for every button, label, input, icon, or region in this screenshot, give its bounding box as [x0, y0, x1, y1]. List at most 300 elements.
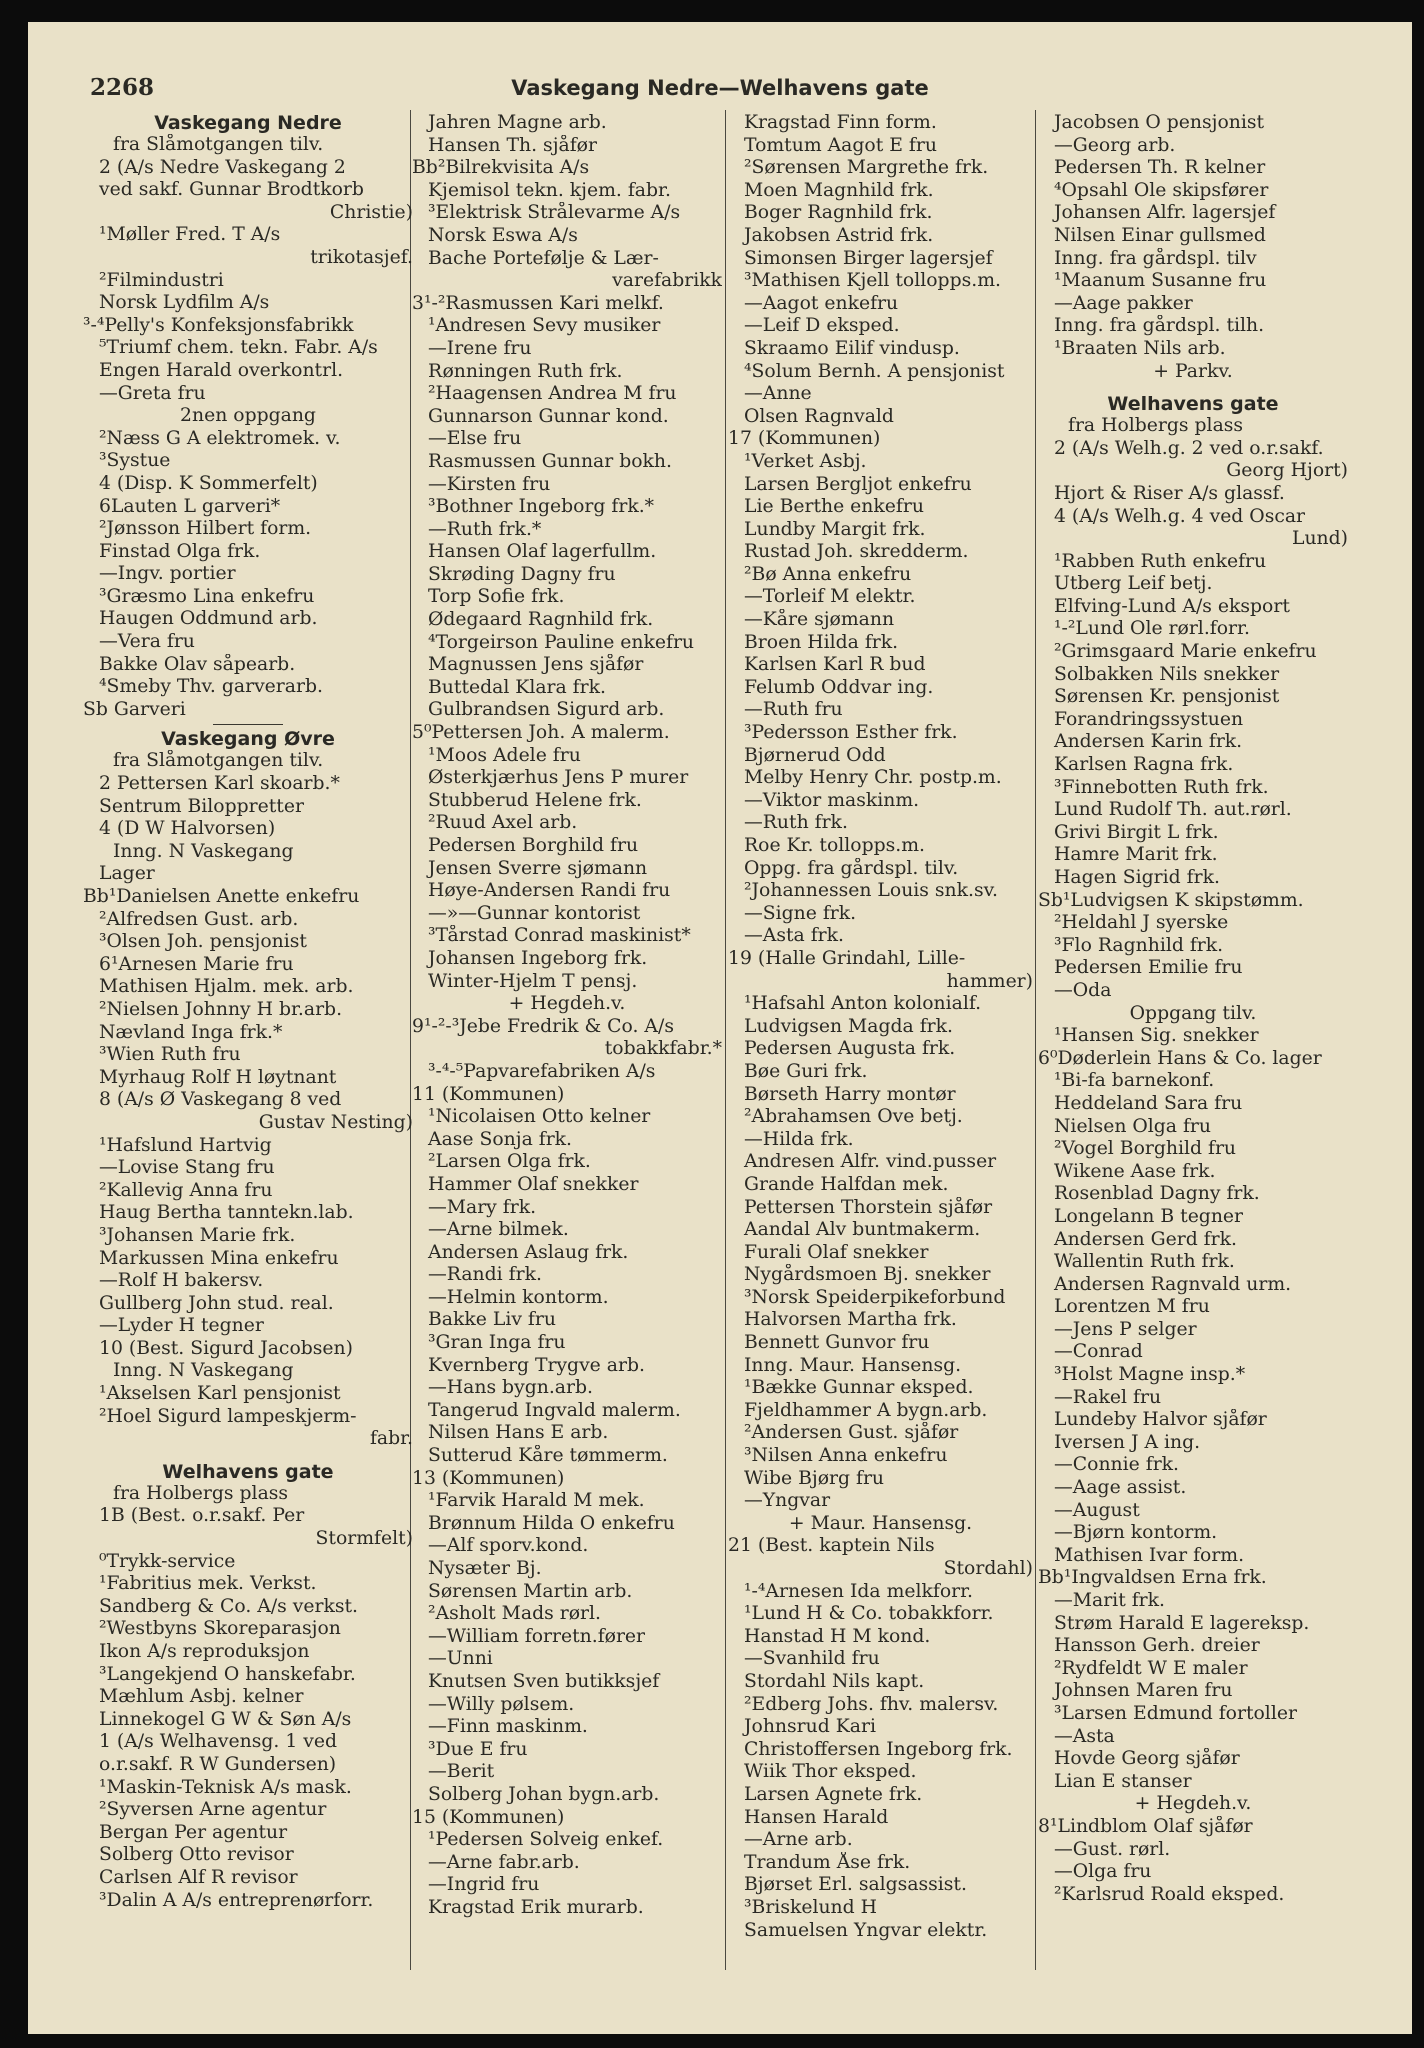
directory-entry: Johansen Alfr. lagersjef — [1054, 202, 1276, 224]
directory-entry: ¹-²Lund Ole rørl.forr. — [1054, 618, 1250, 640]
directory-entry: 5⁰Pettersen Joh. A malerm. — [412, 722, 670, 744]
directory-entry: Høye-Andersen Randi fru — [428, 880, 671, 902]
directory-entry: Kjemisol tekn. kjem. fabr. — [428, 179, 671, 201]
directory-entry: Hammer Olaf snekker — [428, 1173, 639, 1195]
directory-entry: Longelann B tegner — [1054, 1205, 1244, 1227]
directory-entry: —Mary frk. — [428, 1196, 537, 1218]
directory-entry: ³Johansen Marie frk. — [99, 1224, 296, 1246]
directory-entry: ²Syversen Arne agentur — [99, 1799, 327, 1821]
directory-entry: Wikene Aase frk. — [1054, 1160, 1216, 1182]
directory-entry: Elfving-Lund A/s eksport — [1054, 595, 1290, 617]
directory-entry: + Hegdeh.v. — [508, 993, 626, 1015]
directory-entry: Markussen Mina enkefru — [99, 1247, 339, 1269]
directory-entry: Tangerud Ingvald malerm. — [428, 1399, 681, 1421]
directory-entry: ¹Hansen Sig. snekker — [1054, 1025, 1259, 1047]
directory-entry: ¹Møller Fred. T A/s — [99, 224, 281, 246]
directory-entry: ²Ruud Axel arb. — [428, 812, 578, 834]
directory-entry: Melby Henry Chr. postp.m. — [744, 767, 1002, 789]
directory-entry: ²Filmindustri — [99, 269, 224, 291]
directory-entry: ¹Hafslund Hartvig — [99, 1134, 272, 1156]
street-heading: Welhavens gate — [1107, 393, 1279, 416]
directory-entry: 4 (A/s Welh.g. 4 ved Oscar — [1054, 505, 1306, 527]
directory-entry: Sørensen Martin arb. — [428, 1580, 633, 1602]
directory-entry: Rustad Joh. skredderm. — [744, 541, 969, 563]
directory-entry: fra Holbergs plass — [113, 1482, 289, 1504]
directory-entry: Andersen Gerd frk. — [1054, 1228, 1237, 1250]
directory-entry: ²Edberg Johs. fhv. malersv. — [744, 1693, 999, 1715]
directory-entry: Andersen Ragnvald urm. — [1054, 1273, 1292, 1295]
directory-entry: Østerkjærhus Jens P murer — [428, 767, 689, 789]
directory-entry: Wallentin Ruth frk. — [1054, 1251, 1235, 1273]
directory-entry: —Marit frk. — [1054, 1590, 1165, 1611]
directory-entry: Aase Sonja frk. — [428, 1128, 573, 1150]
directory-entry: ¹Pedersen Solveig enkef. — [428, 1829, 664, 1851]
directory-entry: ¹Akselsen Karl pensjonist — [99, 1383, 341, 1405]
directory-entry: Hanstad H M kond. — [744, 1625, 931, 1647]
street-heading: Vaskegang Øvre — [161, 728, 335, 751]
directory-entry: —Willy pølsem. — [428, 1693, 575, 1715]
directory-entry: Jahren Magne arb. — [428, 112, 607, 133]
directory-entry: Rosenblad Dagny frk. — [1054, 1183, 1260, 1205]
directory-entry: —Rakel fru — [1054, 1386, 1162, 1408]
directory-entry: ³Pedersson Esther frk. — [744, 722, 958, 744]
directory-entry: ³Briskelund H — [744, 1896, 878, 1918]
directory-entry: Oppg. fra gårdspl. tilv. — [744, 857, 959, 879]
directory-entry: Pedersen Emilie fru — [1054, 957, 1243, 979]
directory-entry: ³Langekjend O hanskefabr. — [99, 1663, 356, 1685]
directory-entry: Gullberg John stud. real. — [99, 1292, 334, 1314]
directory-entry: —Aage pakker — [1054, 292, 1193, 314]
directory-entry: —Svanhild fru — [744, 1648, 880, 1670]
street-heading: Vaskegang Nedre — [154, 112, 342, 134]
directory-entry: Christie) — [329, 201, 413, 223]
directory-entry: —Randi frk. — [428, 1264, 542, 1286]
spacer — [1038, 383, 1348, 393]
directory-entry: Hjort & Riser A/s glassf. — [1054, 482, 1285, 504]
directory-entry: Johnsrud Kari — [744, 1716, 876, 1738]
directory-entry: Winter-Hjelm T pensj. — [428, 970, 638, 992]
directory-entry: Johnsen Maren fru — [1054, 1680, 1233, 1702]
directory-entry: Karlsen Karl R bud — [744, 654, 926, 676]
directory-entry: —Leif D eksped. — [744, 315, 900, 337]
directory-entry: —Ingv. portier — [99, 563, 236, 585]
directory-entry: Magnussen Jens sjåfør — [428, 654, 644, 676]
directory-entry: Bjørset Erl. salgsassist. — [744, 1874, 967, 1896]
directory-entry: Nilsen Einar gullsmed — [1054, 224, 1266, 246]
directory-entry: Roe Kr. tollopps.m. — [744, 835, 926, 856]
directory-entry: Iversen J A ing. — [1054, 1431, 1201, 1453]
column-rule — [725, 110, 726, 1970]
directory-entry: —Yngvar — [744, 1490, 831, 1512]
directory-entry: ²Westbyns Skoreparasjon — [99, 1618, 341, 1640]
directory-entry: hammer) — [946, 970, 1033, 992]
directory-entry: Kvernberg Trygve arb. — [428, 1354, 645, 1376]
directory-entry: ³Bothner Ingeborg frk.* — [428, 496, 655, 518]
directory-entry: Mathisen Ivar form. — [1054, 1544, 1245, 1566]
directory-entry: Pedersen Borghild fru — [428, 835, 639, 856]
spacer — [83, 1451, 413, 1461]
directory-entry: 2 Pettersen Karl skoarb.* — [99, 773, 340, 795]
directory-entry: Wiik Thor eksped. — [744, 1761, 917, 1783]
section-divider — [213, 724, 283, 725]
directory-entry: 10 (Best. Sigurd Jacobsen) — [99, 1337, 353, 1359]
directory-entry: ³Larsen Edmund fortoller — [1054, 1702, 1297, 1724]
directory-entry: Pedersen Th. R kelner — [1054, 157, 1266, 179]
directory-entry: Bjørnerud Odd — [744, 744, 886, 766]
directory-entry: ¹Hafsahl Anton kolonialf. — [744, 993, 982, 1015]
directory-entry: —Unni — [428, 1648, 493, 1670]
directory-entry: —Georg arb. — [1054, 134, 1176, 156]
directory-entry: ²Nielsen Johnny H br.arb. — [99, 998, 343, 1020]
directory-entry: ³-⁴-⁵Papvarefabriken A/s — [428, 1060, 656, 1082]
directory-entry: Fjeldhammer A bygn.arb. — [744, 1399, 988, 1421]
directory-entry: 8 (A/s Ø Vaskegang 8 ved — [99, 1089, 342, 1111]
directory-entry: fra Holbergs plass — [1068, 415, 1244, 437]
directory-entry: ³Gran Inga fru — [428, 1332, 566, 1354]
directory-entry: Pettersen Thorstein sjåfør — [744, 1196, 993, 1218]
directory-entry: —Ruth fru — [744, 699, 843, 721]
directory-entry: Sb Garveri — [83, 698, 186, 720]
directory-entry: Myrhaug Rolf H løytnant — [99, 1066, 337, 1088]
directory-entry: —Finn maskinm. — [428, 1716, 588, 1738]
directory-entry: ²Andersen Gust. sjåfør — [744, 1422, 959, 1444]
directory-entry: Grivi Birgit L frk. — [1054, 821, 1219, 843]
directory-entry: Hansen Th. sjåfør — [428, 134, 597, 156]
directory-entry: Broen Hilda frk. — [744, 631, 899, 653]
directory-page — [28, 22, 1412, 2034]
directory-entry: —Ruth frk. — [744, 812, 848, 834]
directory-entry: 1 (A/s Welhavensg. 1 ved — [99, 1731, 338, 1753]
directory-entry: —Kirsten fru — [428, 473, 551, 495]
directory-entry: 6Lauten L garveri* — [99, 495, 281, 517]
directory-entry: fabr. — [369, 1428, 413, 1450]
directory-entry: ²Larsen Olga frk. — [428, 1151, 591, 1173]
directory-entry: Gulbrandsen Sigurd arb. — [428, 699, 665, 721]
directory-entry: —Lovise Stang fru — [99, 1157, 275, 1179]
directory-entry: Hagen Sigrid frk. — [1054, 867, 1220, 888]
directory-entry: 2nen oppgang — [180, 405, 316, 427]
directory-entry: Simonsen Birger lagersjef — [744, 247, 993, 269]
directory-entry: Forandringssystuen — [1054, 708, 1244, 730]
directory-entry: Linnekogel G W & Søn A/s — [99, 1708, 352, 1730]
directory-entry: 11 (Kommunen) — [412, 1083, 565, 1105]
directory-entry: Utberg Leif betj. — [1054, 573, 1213, 595]
directory-entry: Sandberg & Co. A/s verkst. — [99, 1595, 359, 1617]
directory-entry: —Olga fru — [1054, 1861, 1152, 1883]
directory-entry: —William forretn.fører — [428, 1625, 646, 1647]
directory-entry: ¹Fabritius mek. Verkst. — [99, 1573, 317, 1595]
directory-entry: Johansen Ingeborg frk. — [428, 947, 648, 969]
directory-entry: —Signe frk. — [744, 902, 857, 924]
directory-entry: 13 (Kommunen) — [412, 1467, 565, 1489]
directory-entry: —Greta fru — [99, 382, 206, 404]
directory-entry: —Connie frk. — [1054, 1454, 1180, 1476]
directory-entry: Bb¹Ingvaldsen Erna frk. — [1038, 1567, 1267, 1589]
directory-entry: o.r.sakf. R W Gundersen) — [99, 1753, 337, 1775]
directory-entry: ³Tårstad Conrad maskinist* — [428, 925, 691, 947]
directory-entry: ³Olsen Joh. pensjonist — [99, 931, 307, 953]
directory-entry: Bb¹Danielsen Anette enkefru — [83, 886, 360, 907]
directory-entry: Kragstad Erik murarb. — [428, 1896, 644, 1918]
directory-entry: —Gust. rørl. — [1054, 1838, 1171, 1860]
directory-entry: Lie Berthe enkefru — [744, 496, 924, 518]
directory-entry: ²Alfredsen Gust. arb. — [99, 908, 299, 930]
directory-entry: ²Heldahl J syerske — [1054, 912, 1229, 934]
directory-entry: Gunnarson Gunnar kond. — [428, 405, 669, 427]
directory-entry: —Viktor maskinm. — [744, 789, 920, 811]
directory-entry: ⁵Triumf chem. tekn. Fabr. A/s — [99, 337, 378, 359]
directory-entry: Lundeby Halvor sjåfør — [1054, 1409, 1267, 1431]
directory-entry: Lund Rudolf Th. aut.rørl. — [1054, 799, 1292, 821]
directory-entry: Stordahl Nils kapt. — [744, 1670, 925, 1692]
directory-entry: Jacobsen O pensjonist — [1054, 112, 1265, 133]
directory-entry: Felumb Oddvar ing. — [744, 676, 934, 698]
directory-entry: —Helmin kontorm. — [428, 1286, 609, 1308]
directory-entry: Carlsen Alf R revisor — [99, 1866, 298, 1888]
directory-entry: Engen Harald overkontrl. — [99, 359, 344, 381]
directory-entry: 15 (Kommunen) — [412, 1806, 565, 1828]
directory-entry: Nielsen Olga fru — [1054, 1115, 1211, 1137]
directory-entry: Lian E stanser — [1054, 1770, 1192, 1792]
directory-entry: 6¹Arnesen Marie fru — [99, 953, 294, 975]
directory-entry: ²Grimsgaard Marie enkefru — [1054, 641, 1317, 663]
directory-entry: Rønningen Ruth frk. — [428, 360, 623, 382]
directory-entry: —Bjørn kontorm. — [1054, 1522, 1218, 1544]
directory-entry: Inng. Maur. Hansensg. — [744, 1354, 962, 1376]
directory-entry: —Asta frk. — [744, 925, 844, 947]
directory-entry: —Rolf H bakersv. — [99, 1270, 264, 1292]
directory-entry: Stordahl) — [943, 1558, 1033, 1579]
directory-entry: Jensen Sverre sjømann — [428, 857, 648, 879]
directory-entry: —Aagot enkefru — [744, 292, 899, 314]
directory-entry: 17 (Kommunen) — [728, 428, 881, 450]
directory-entry: —Berit — [428, 1761, 495, 1783]
directory-entry: ¹Nicolaisen Otto kelner — [428, 1106, 651, 1128]
directory-entry: 9¹-²-³Jebe Fredrik & Co. A/s — [412, 1015, 674, 1037]
directory-entry: Sentrum Biloppretter — [99, 795, 304, 817]
directory-entry: —Arne arb. — [744, 1829, 853, 1851]
directory-entry: 4 (Disp. K Sommerfelt) — [99, 472, 318, 494]
column-2 — [412, 112, 722, 1920]
directory-entry: Trandum Åse frk. — [744, 1851, 911, 1873]
directory-entry: ²Johannessen Louis snk.sv. — [744, 880, 998, 902]
directory-entry: Heddeland Sara fru — [1054, 1092, 1243, 1114]
directory-entry: Norsk Lydfilm A/s — [99, 292, 270, 314]
directory-entry: Børseth Harry montør — [744, 1083, 956, 1105]
directory-entry: Hansson Gerh. dreier — [1054, 1635, 1260, 1657]
directory-entry: Bakke Olav såpearb. — [99, 653, 296, 675]
directory-entry: Stormfelt) — [315, 1528, 413, 1550]
directory-entry: ⁴Opsahl Ole skipsfører — [1054, 179, 1269, 201]
directory-entry: —Kåre sjømann — [744, 609, 895, 631]
directory-entry: ⁰Trykk-service — [99, 1550, 236, 1572]
directory-entry: Buttedal Klara frk. — [428, 676, 606, 698]
directory-entry: Kragstad Finn form. — [744, 112, 937, 133]
directory-entry: —Ingrid fru — [428, 1874, 540, 1896]
directory-entry: ³-⁴Pelly's Konfeksjonsfabrikk — [83, 314, 354, 336]
directory-entry: Boger Ragnhild frk. — [744, 202, 933, 224]
directory-entry: Finstad Olga frk. — [99, 540, 261, 562]
directory-entry: Bache Portefølje & Lær- — [428, 247, 659, 269]
directory-entry: 1B (Best. o.r.sakf. Per — [99, 1505, 305, 1527]
directory-entry: ¹Farvik Harald M mek. — [428, 1490, 645, 1512]
directory-entry: ³Holst Magne insp.* — [1054, 1364, 1246, 1386]
directory-entry: Wibe Bjørg fru — [744, 1467, 885, 1489]
directory-entry: Stubberud Helene frk. — [428, 789, 642, 811]
directory-entry: Sørensen Kr. pensjonist — [1054, 686, 1280, 708]
directory-entry: Bakke Liv fru — [428, 1309, 556, 1331]
directory-entry: Sutterud Kåre tømmerm. — [428, 1445, 668, 1467]
column-3 — [728, 112, 1033, 1942]
directory-entry: ¹Bi-fa barnekonf. — [1054, 1070, 1215, 1092]
directory-entry: Skraamo Eilif vindusp. — [744, 337, 960, 359]
directory-entry: ved sakf. Gunnar Brodtkorb — [99, 179, 364, 201]
directory-entry: Jakobsen Astrid frk. — [744, 224, 934, 246]
directory-entry: ¹Maskin-Teknisk A/s mask. — [99, 1776, 352, 1798]
directory-entry: Strøm Harald E lagereksp. — [1054, 1612, 1310, 1634]
directory-entry: Aandal Alv buntmakerm. — [744, 1219, 981, 1241]
directory-entry: Lager — [99, 863, 155, 885]
directory-entry: Nævland Inga frk.* — [99, 1021, 283, 1043]
directory-entry: ¹-⁴Arnesen Ida melkforr. — [744, 1580, 974, 1602]
directory-entry: Solbakken Nils snekker — [1054, 663, 1280, 685]
directory-entry: —Conrad — [1054, 1341, 1143, 1363]
directory-entry: ¹Braaten Nils arb. — [1054, 337, 1226, 359]
directory-entry: ²Hoel Sigurd lampeskjerm- — [99, 1405, 357, 1427]
directory-entry: Solberg Johan bygn.arb. — [428, 1783, 660, 1805]
directory-entry: + Maur. Hansensg. — [788, 1512, 973, 1534]
directory-entry: ⁴Solum Bernh. A pensjonist — [744, 360, 1005, 382]
directory-entry: Inng. fra gårdspl. tilh. — [1054, 315, 1265, 337]
directory-entry: ⁴Smeby Thv. garverarb. — [99, 676, 323, 698]
directory-entry: —Torleif M elektr. — [744, 586, 916, 608]
directory-entry: Bb²Bilrekvisita A/s — [412, 157, 590, 179]
directory-entry: Haugen Oddmund arb. — [99, 608, 318, 630]
directory-entry: ²Sørensen Margrethe frk. — [744, 157, 989, 179]
directory-entry: ²Karlsrud Roald eksped. — [1054, 1883, 1285, 1905]
directory-entry: Mathisen Hjalm. mek. arb. — [99, 976, 354, 998]
directory-entry: Sb¹Ludvigsen K skipstømm. — [1038, 889, 1304, 911]
directory-entry: —Else fru — [428, 428, 522, 450]
directory-entry: Andersen Karin frk. — [1054, 731, 1243, 753]
directory-entry: Karlsen Ragna frk. — [1054, 754, 1234, 776]
directory-entry: —Anne — [744, 383, 812, 405]
directory-entry: —Irene fru — [428, 337, 532, 359]
directory-entry: ³Græsmo Lina enkefru — [99, 585, 315, 607]
directory-entry: Furali Olaf snekker — [744, 1241, 929, 1263]
directory-entry: 4 (D W Halvorsen) — [99, 818, 276, 840]
directory-entry: —Oda — [1054, 979, 1112, 1001]
directory-entry: —Alf sporv.kond. — [428, 1535, 589, 1557]
directory-entry: ³Due E fru — [428, 1738, 528, 1760]
directory-entry: ²Jønsson Hilbert form. — [99, 518, 312, 540]
directory-entry: 2 (A/s Welh.g. 2 ved o.r.sakf. — [1054, 437, 1324, 459]
directory-entry: ³Finnebotten Ruth frk. — [1054, 776, 1269, 798]
directory-entry: Georg Hjort) — [1226, 460, 1348, 482]
directory-entry: —Asta — [1054, 1725, 1115, 1747]
directory-entry: Bergan Per agentur — [99, 1821, 288, 1843]
directory-entry: —Vera fru — [99, 631, 195, 653]
directory-entry: 19 (Halle Grindahl, Lille- — [728, 947, 966, 969]
directory-entry: fra Slåmotgangen tilv. — [113, 750, 324, 772]
directory-entry: 21 (Best. kaptein Nils — [728, 1535, 935, 1557]
directory-entry: ³Dalin A A/s entreprenørforr. — [99, 1889, 374, 1911]
directory-entry: Hansen Harald — [744, 1806, 889, 1828]
directory-entry: Halvorsen Martha frk. — [744, 1309, 957, 1331]
directory-entry: fra Slåmotgangen tilv. — [113, 134, 324, 155]
directory-entry: 6⁰Døderlein Hans & Co. lager — [1038, 1047, 1322, 1069]
directory-entry: ²Rydfeldt W E maler — [1054, 1657, 1248, 1679]
directory-entry: ³Systue — [99, 450, 171, 472]
directory-entry: Haug Bertha tanntekn.lab. — [99, 1202, 354, 1224]
directory-entry: ¹Maanum Susanne fru — [1054, 270, 1267, 292]
directory-entry: Bøe Guri frk. — [744, 1060, 868, 1082]
directory-entry: Lundby Margit frk. — [744, 518, 926, 540]
directory-entry: Mæhlum Asbj. kelner — [99, 1686, 304, 1708]
directory-entry: 3¹-²Rasmussen Kari melkf. — [412, 292, 664, 314]
directory-entry: Larsen Bergljot enkefru — [744, 473, 972, 495]
directory-entry: Grande Halfdan mek. — [744, 1173, 949, 1195]
directory-entry: Lund) — [1291, 528, 1348, 550]
column-4 — [1038, 112, 1348, 1906]
directory-entry: 2 (A/s Nedre Vaskegang 2 — [99, 156, 346, 178]
directory-entry: Olsen Ragnvald — [744, 405, 894, 427]
directory-entry: Brønnum Hilda O enkefru — [428, 1512, 675, 1534]
directory-entry: ²Bø Anna enkefru — [744, 563, 912, 585]
column-rule — [1035, 110, 1036, 1970]
directory-entry: ¹Lund H & Co. tobakkforr. — [744, 1603, 994, 1625]
directory-entry: —Arne fabr.arb. — [428, 1851, 580, 1873]
directory-entry: —August — [1054, 1499, 1140, 1521]
page-number: 2268 — [90, 74, 155, 101]
directory-entry: —»—Gunnar kontorist — [428, 902, 641, 924]
directory-entry: Rasmussen Gunnar bokh. — [428, 450, 672, 472]
directory-entry: Oppgang tilv. — [1129, 1002, 1257, 1024]
directory-entry: Gustav Nesting) — [258, 1111, 413, 1133]
directory-entry: Tomtum Aagot E fru — [744, 134, 937, 156]
directory-entry: Larsen Agnete frk. — [744, 1783, 923, 1805]
directory-entry: varefabrikk — [612, 270, 722, 292]
directory-entry: ¹Verket Asbj. — [744, 450, 867, 472]
directory-entry: Hamre Marit frk. — [1054, 844, 1218, 866]
directory-entry: ²Haagensen Andrea M fru — [428, 383, 677, 405]
column-1 — [83, 112, 413, 1912]
directory-entry: ³Nilsen Anna enkefru — [744, 1445, 948, 1467]
directory-entry: —Arne bilmek. — [428, 1219, 569, 1241]
directory-entry: ²Abrahamsen Ove betj. — [744, 1106, 963, 1128]
directory-entry: ³Wien Ruth fru — [99, 1044, 241, 1066]
directory-entry: Andresen Alfr. vind.pusser — [744, 1151, 997, 1173]
directory-entry: Norsk Eswa A/s — [428, 224, 578, 246]
directory-entry: Lorentzen M fru — [1054, 1296, 1210, 1318]
directory-entry: Torp Sofie frk. — [428, 586, 565, 608]
directory-entry: ²Vogel Borghild fru — [1054, 1138, 1237, 1160]
directory-entry: Pedersen Augusta frk. — [744, 1038, 956, 1060]
directory-entry: ¹Andresen Sevy musiker — [428, 315, 661, 337]
directory-entry: Nygårdsmoen Bj. snekker — [744, 1264, 991, 1286]
directory-entry: Andersen Aslaug frk. — [428, 1241, 629, 1263]
page-title: Vaskegang Nedre—Welhavens gate — [511, 76, 929, 100]
directory-entry: —Jens P selger — [1054, 1318, 1197, 1340]
directory-entry: tobakkfabr.* — [604, 1038, 722, 1060]
directory-entry: Bennett Gunvor fru — [744, 1332, 930, 1354]
directory-entry: ¹Rabben Ruth enkefru — [1054, 550, 1267, 572]
directory-entry: Hansen Olaf lagerfullm. — [428, 541, 657, 563]
directory-entry: trikotasjef. — [310, 246, 413, 268]
directory-entry: Christoffersen Ingeborg frk. — [744, 1738, 1013, 1760]
directory-entry: Inng. N Vaskegang — [113, 1360, 294, 1382]
directory-entry: ²Asholt Mads rørl. — [428, 1603, 601, 1625]
